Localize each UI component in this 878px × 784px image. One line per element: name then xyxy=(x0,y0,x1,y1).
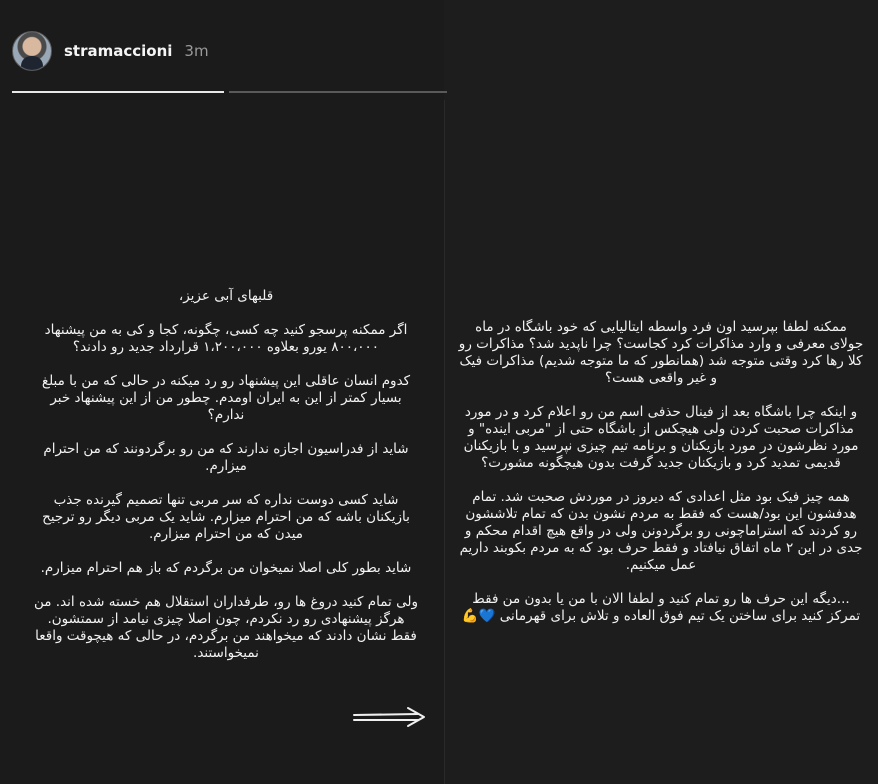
story-greeting: قلبهای آبی عزیز، xyxy=(178,288,274,304)
story-paragraph: و اینکه چرا باشگاه بعد از فینال حذفی اسم من رو اعلام کرد و در مورد مذاکرات صحبت کردن ولی هیچکس از باشگاه حتی از "مربی اینده" و مورد نظرشون در مورد بازیکنان و برنامه تیم چیزی نپرسید و با بازیکنان قدیمی تمدید کرد و بازیکنان جدید گرفت بدون هیچگونه مشورت؟ xyxy=(463,404,859,471)
story-paragraph: ولی تمام کنید دروغ ها رو، طرفداران استقلال هم خسته شده اند. من هرگز پیشنهادی رو رد نکردم، چون اصلا چیزی نیامد از سمتشون. فقط نشان دادند که میخواهند من برگردم، در حالی که هیچوقت واقعا نمیخواستند. xyxy=(34,594,418,661)
panel-divider xyxy=(444,100,445,784)
progress-fill-1 xyxy=(12,91,224,93)
story-progress-bar-2 xyxy=(229,91,447,93)
story-text-right xyxy=(458,319,864,642)
arrow-right-icon xyxy=(352,706,426,728)
timestamp: 3m xyxy=(184,42,209,60)
story-paragraph: ممکنه لطفا بپرسید اون فرد واسطه ایتالیایی که خود باشگاه در ماه جولای معرفی و وارد مذاکرات کرد کجاست؟ چرا ناپدید شد؟ مذاکرات رو کلا رها کرد وقتی متوجه شد (همانطور که ما متوجه شدیم) مذاکرات فیک و غیر واقعی هست؟ xyxy=(458,319,864,386)
story-paragraph: ...دیگه این حرف ها رو تمام کنید و لطفا الان با من یا بدون من فقط تمرکز کنید برای ساختن یک تیم فوق العاده و تلاش برای قهرمانی 💙💪 xyxy=(461,591,861,624)
story-progress-bar-1 xyxy=(12,91,224,93)
story-paragraph: کدوم انسان عاقلی این پیشنهاد رو رد میکنه در حالی که من با مبلغ بسیار کمتر از این به ایران اومدم. چطور من از این پیشنهاد خبر ندارم؟ xyxy=(41,373,411,423)
story-paragraph: شاید از فدراسیون اجازه ندارند که من رو برگردونند که من احترام میزارم. xyxy=(43,441,409,474)
story-header xyxy=(12,30,209,72)
story-paragraph: شاید بطور کلی اصلا نمیخوان من برگردم که باز هم احترام میزارم. xyxy=(40,560,412,576)
avatar[interactable] xyxy=(12,31,52,71)
story-paragraph: شاید کسی دوست نداره که سر مربی تنها تصمیم گیرنده جذب بازیکنان باشه که من احترام میزارم. شاید یک مربی دیگر رو ترجیح میدن که من احترام میزارم. xyxy=(42,492,410,542)
story-paragraph: اگر ممکنه پرسجو کنید چه کسی، چگونه، کجا و کی به من پیشنهاد ۸۰۰،۰۰۰ یورو بعلاوه ۱،۲۰۰،۰۰۰ قرارداد جدید رو دادند؟ xyxy=(44,322,408,355)
story-text-left xyxy=(34,288,418,679)
story-paragraph: همه چیز فیک بود مثل اعدادی که دیروز در موردش صحبت شد. تمام هدفشون این بود/هست که فقط به مردم نشون بدن که تمام تلاششون رو کردند که استراماچونی رو برگردونن ولی در واقع هیچ اقدام محکم و جدی در این ۲ ماه اتفاق نیافتاد و فقط حرف بود که به مردم بکوبند داریم عمل میکنیم. xyxy=(459,489,863,573)
username[interactable]: stramaccioni xyxy=(64,42,173,60)
